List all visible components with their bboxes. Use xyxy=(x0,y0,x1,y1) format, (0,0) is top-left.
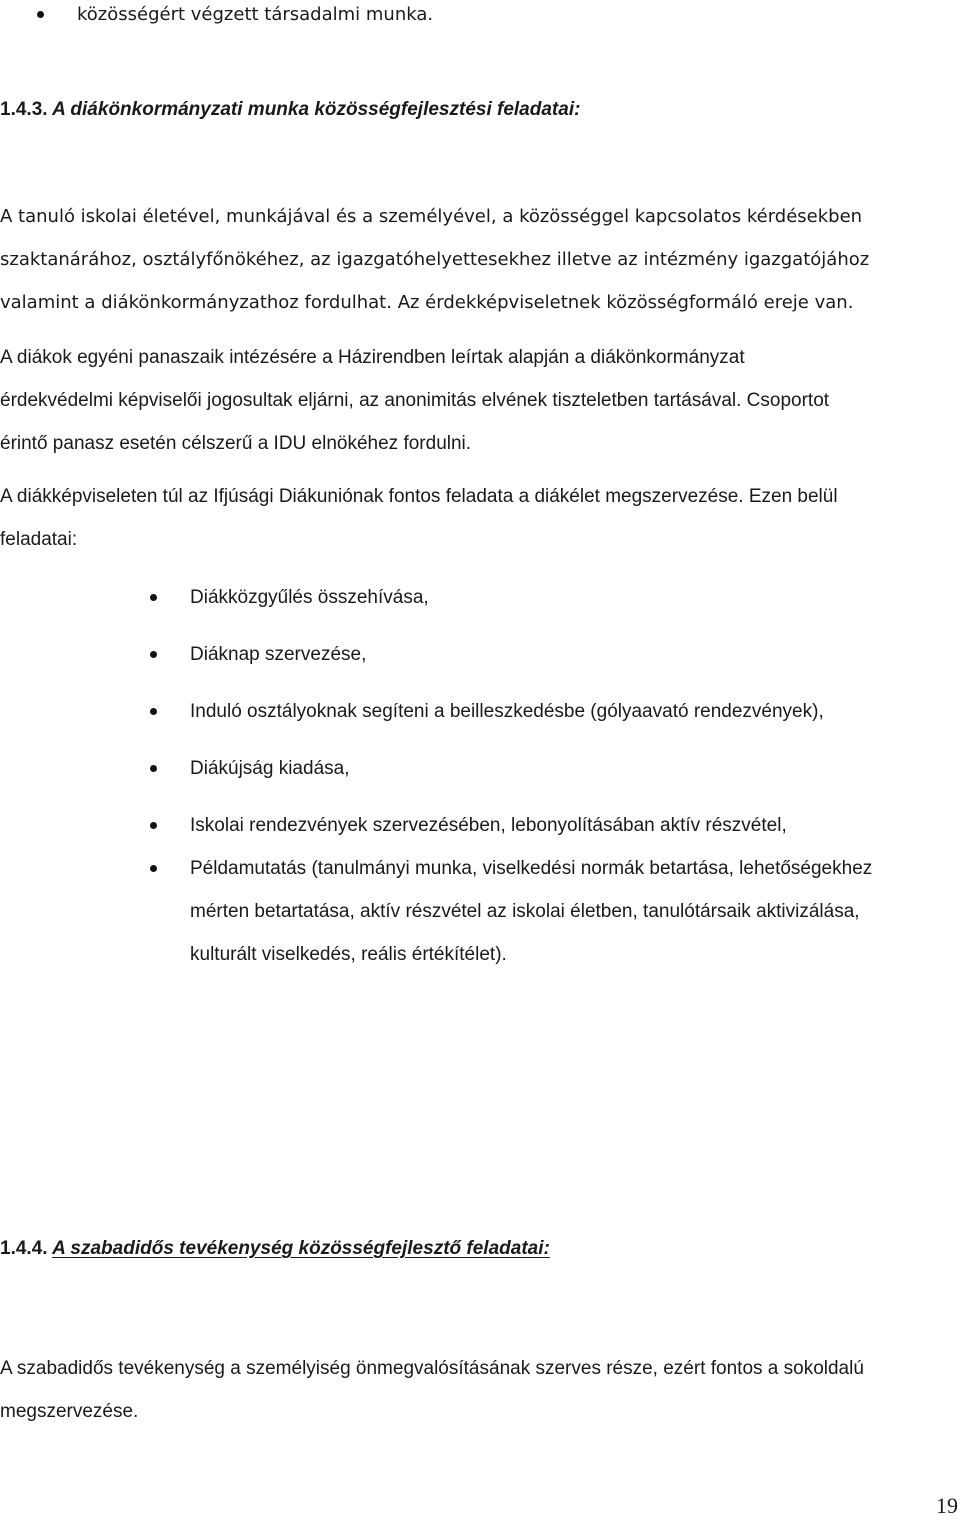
section-number: 1.4.3. xyxy=(0,99,48,120)
list-bullet xyxy=(150,651,157,658)
list-item-line: kulturált viselkedés, reális értékítélet). xyxy=(190,944,507,965)
section-number: 1.4.4. xyxy=(0,1238,48,1259)
list-item-text: Iskolai rendezvények szervezésében, lebonyolításában aktív részvétel, xyxy=(190,815,787,836)
list-bullet xyxy=(150,865,157,872)
section-title: A szabadidős tevékenység közösségfejlesztő feladatai: xyxy=(52,1238,550,1259)
paragraph xyxy=(0,336,829,465)
list-item-text: Induló osztályoknak segíteni a beilleszkedésbe (gólyaavató rendezvények), xyxy=(190,701,824,722)
page-number: 19 xyxy=(936,1493,958,1518)
paragraph-line: feladatai: xyxy=(0,529,78,550)
paragraph xyxy=(0,195,869,324)
list-item-text: Diákújság kiadása, xyxy=(190,758,350,779)
paragraph-line: érdekvédelmi képviselői jogosultak eljárni, az anonimitás elvének tiszteletben tartásával. Csoportot xyxy=(0,390,830,411)
list-bullet xyxy=(150,822,157,829)
paragraph-line: valamint a diákönkormányzathoz fordulhat. Az érdekképviseletnek közösségformáló ereje van. xyxy=(0,292,854,313)
paragraph-line: A diákok egyéni panaszaik intézésére a Házirendben leírtak alapján a diákönkormányzat xyxy=(0,347,745,368)
list-bullet xyxy=(150,765,157,772)
section-title: A diákönkormányzati munka közösségfejlesztési feladatai: xyxy=(52,99,581,120)
list-item-text: Diákközgyűlés összehívása, xyxy=(190,587,429,608)
paragraph xyxy=(0,475,838,561)
list-item-text: Diáknap szervezése, xyxy=(190,644,367,665)
list-bullet xyxy=(150,594,157,601)
paragraph-line: A szabadidős tevékenység a személyiség önmegvalósításának szerves része, ezért fontos a sokoldalú xyxy=(0,1358,864,1379)
section-heading-1-4-3 xyxy=(0,95,580,125)
list-item-line: Példamutatás (tanulmányi munka, viselkedési normák betartása, lehetőségekhez xyxy=(190,858,873,879)
paragraph-line: érintő panasz esetén célszerű a IDU elnökéhez fordulni. xyxy=(0,433,472,454)
paragraph-line: megszervezése. xyxy=(0,1401,139,1422)
paragraph-line: A diákképviseleten túl az Ifjúsági Diákuniónak fontos feladata a diákélet megszervezése. Ezen belül xyxy=(0,486,838,507)
list-item-line: mérten betartatása, aktív részvétel az iskolai életben, tanulótársaik aktivizálása, xyxy=(190,901,860,922)
list-item-text: közösségért végzett társadalmi munka. xyxy=(77,4,434,25)
list-item-text xyxy=(190,847,872,976)
paragraph xyxy=(0,1347,864,1433)
list-bullet xyxy=(150,708,157,715)
section-heading-1-4-4 xyxy=(0,1234,550,1264)
paragraph-line: szaktanárához, osztályfőnökéhez, az igazgatóhelyettesekhez illetve az intézmény igazgatójához xyxy=(0,249,870,270)
list-bullet xyxy=(37,11,44,18)
paragraph-line: A tanuló iskolai életével, munkájával és a személyével, a közösséggel kapcsolatos kérdésekben xyxy=(0,206,863,227)
